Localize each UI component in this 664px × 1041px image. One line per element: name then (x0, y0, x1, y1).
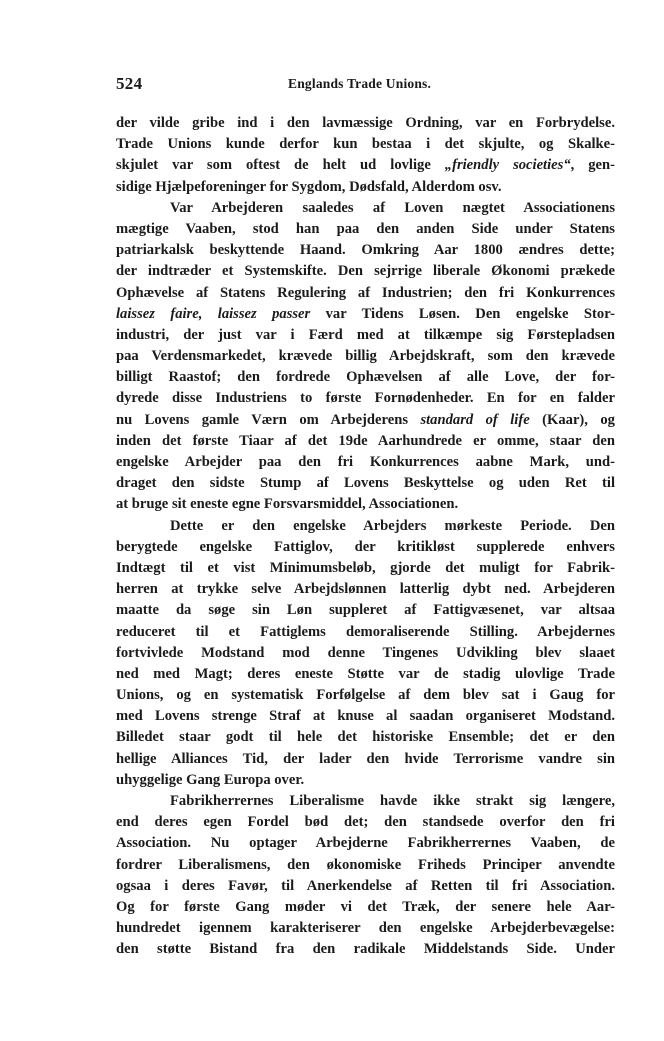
text-line (116, 134, 615, 155)
text-segment: draget den sidste Stump af Lovens Beskyttelse og uden Ret til (116, 475, 615, 492)
text-line (116, 855, 615, 876)
text-line (116, 346, 615, 367)
text-line (116, 685, 615, 706)
text-line (116, 198, 615, 219)
text-segment: ned med Magt; deres eneste Støtte var de stadig ulovlige Trade (116, 665, 615, 682)
text-segment: var Tidens Løsen. Den engelske Stor- (310, 305, 615, 322)
text-line (116, 791, 615, 812)
text-line (116, 600, 615, 621)
text-segment: engelske Arbejder paa den fri Konkurrences aabne Mark, und- (116, 454, 615, 470)
text-line (116, 622, 615, 643)
text-segment: patriarkalsk beskyttende Haand. Omkring Aar 1800 ændres dette; (116, 242, 615, 259)
text-line (116, 579, 615, 600)
text-line (116, 749, 615, 770)
text-segment: (Kaar), og (529, 411, 615, 428)
page-header (116, 74, 615, 96)
text-line (116, 155, 615, 176)
text-line (116, 664, 615, 685)
text-segment: at bruge sit eneste egne Forsvarsmiddel, Associationen. (116, 496, 459, 513)
text-segment: Dette er den engelske Arbejders mørkeste Periode. Den (170, 517, 615, 534)
text-line (116, 388, 615, 409)
body-text (116, 113, 615, 961)
text-segment: Fabrikherrernes Liberalisme havde ikke strakt sig længere, (170, 793, 615, 809)
text-line (116, 516, 615, 537)
text-segment: med Lovens strenge Straf at knuse al saadan organiseret Modstand. (116, 708, 615, 725)
text-segment: industri, der just var i Færd med at tilkæmpe sig Førstepladsen (116, 326, 615, 343)
text-segment: reduceret til et Fattiglems demoraliserende Stilling. Arbejdernes (116, 623, 615, 640)
text-segment: skjulet var som oftest de helt ud lovlige (116, 157, 445, 174)
text-line (116, 325, 615, 346)
text-line (116, 261, 615, 282)
text-line (116, 452, 615, 473)
text-line (116, 706, 615, 727)
text-segment: Ophævelse af Statens Regulering af Industrien; den fri Konkurrences (116, 284, 615, 301)
text-line (116, 431, 615, 452)
text-line (116, 473, 615, 494)
text-line (116, 812, 615, 833)
text-line (116, 283, 615, 304)
text-segment: , gen- (570, 157, 615, 174)
text-segment: end deres egen Fordel bød det; den standsede overfor den fri (116, 814, 615, 831)
text-line (116, 897, 615, 918)
text-line (116, 770, 615, 791)
text-segment: paa Verdensmarkedet, krævede billig Arbejdskraft, som den krævede (116, 348, 615, 365)
text-segment: billigt Raastof; den fordrede Ophævelsen af alle Love, der for- (116, 369, 615, 386)
text-segment: der vilde gribe ind i den lavmæssige Ordning, var en Forbrydelse. (116, 115, 615, 131)
text-line (116, 876, 615, 897)
text-segment: berygtede engelske Fattiglov, der kritikløst supplerede enhvers (116, 538, 615, 555)
text-segment: Trade Unions kunde derfor kun bestaa i det skjulte, og Skalke- (116, 136, 615, 153)
text-line (116, 240, 615, 261)
text-line (116, 833, 615, 854)
text-segment: Unions, og en systematisk Forfølgelse af dem blev sat i Gaug for (116, 687, 615, 704)
text-segment: dyrede disse Industriens to første Fornødenheder. En for en falder (116, 390, 615, 407)
text-line (116, 918, 615, 939)
text-segment: ogsaa i deres Favør, til Anerkendelse af Retten til fri Association. (116, 877, 615, 894)
text-line (116, 494, 615, 515)
page-number: 524 (116, 74, 143, 93)
text-segment: Var Arbejderen saaledes af Loven nægtet Associationens (170, 199, 615, 216)
text-segment: Billedet staar godt til hele det historiske Ensemble; det er den (116, 729, 615, 746)
text-line (116, 410, 615, 431)
running-title: Englands Trade Unions. (288, 76, 432, 91)
text-line (116, 537, 615, 558)
text-segment: uhyggelige Gang Europa over. (116, 771, 305, 788)
text-line (116, 367, 615, 388)
text-segment: herren at trykke selve Arbejdslønnen latterlig dybt ned. Arbejderen (116, 581, 615, 598)
text-segment: maatte da søge sin Løn suppleret af Fattigvæsenet, var altsaa (116, 602, 615, 619)
text-line (116, 177, 615, 198)
text-segment: Og for første Gang møder vi det Træk, der senere hele Aar- (116, 898, 615, 915)
italic-phrase: standard of life (420, 411, 530, 428)
text-segment: Indtægt til et vist Minimumsbeløb, gjorde det muligt for Fabrik- (116, 559, 615, 576)
text-line (116, 727, 615, 748)
text-segment: den støtte Bistand fra den radikale Middelstands Side. Under (116, 941, 615, 958)
text-segment: inden det første Tiaar af det 19de Aarhundrede er omme, staar den (116, 432, 615, 449)
text-line (116, 304, 615, 325)
text-segment: nu Lovens gamle Værn om Arbejderens (116, 411, 421, 428)
text-line (116, 643, 615, 664)
italic-phrase: laissez faire, laissez passer (116, 305, 311, 322)
text-line (116, 219, 615, 240)
text-segment: fortvivlede Modstand mod denne Tingenes Udvikling blev slaaet (116, 644, 615, 661)
italic-phrase: „friendly societies“ (444, 157, 571, 174)
text-segment: fordrer Liberalismens, den økonomiske Friheds Principer anvendte (116, 856, 615, 873)
text-line (116, 558, 615, 579)
text-segment: mægtige Vaaben, stod han paa den anden Side under Statens (116, 220, 615, 237)
text-segment: sidige Hjælpeforeninger for Sygdom, Dødsfald, Alderdom osv. (116, 178, 502, 195)
text-segment: der indtræder et Systemskifte. Den sejrrige liberale Økonomi prækede (116, 263, 615, 280)
text-segment: hellige Alliances Tid, der lader den hvide Terrorisme vandre sin (116, 750, 615, 767)
text-line (116, 939, 615, 960)
text-segment: Association. Nu optager Arbejderne Fabrikherrernes Vaaben, de (116, 835, 615, 852)
text-segment: hundredet igennem karakteriserer den engelske Arbejderbevægelse: (116, 920, 615, 937)
text-line (116, 113, 615, 134)
